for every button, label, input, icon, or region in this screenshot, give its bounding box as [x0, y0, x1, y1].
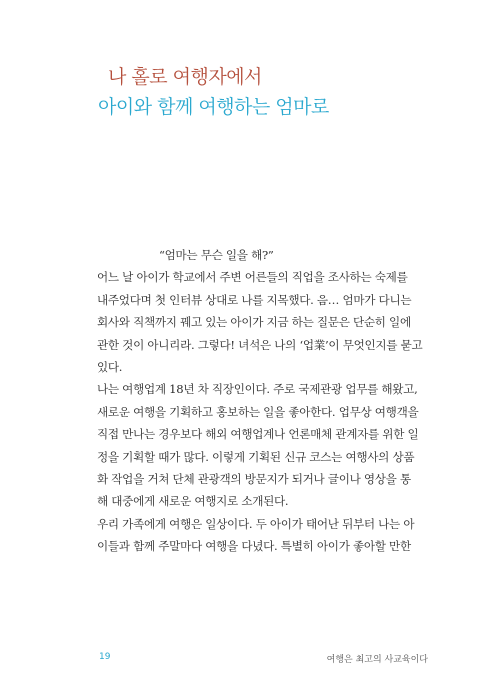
chapter-subtitle: 아이와 함께 여행하는 엄마로	[98, 96, 329, 118]
body-line: 나는 여행업계 18년 차 직장인이다. 주로 국제관광 업무를 해왔고,	[97, 382, 418, 397]
body-line: 우리 가족에게 여행은 일상이다. 두 아이가 태어난 뒤부터 나는 아	[97, 516, 415, 531]
running-footer-title: 여행은 최고의 사교육이다	[326, 655, 428, 665]
body-text	[97, 244, 434, 557]
body-line: 있다.	[97, 359, 123, 374]
body-line: 해 대중에게 새로운 여행지로 소개된다.	[97, 494, 289, 509]
body-line: 화 작업을 거쳐 단체 관광객의 방문지가 되거나 글이나 영상을 통	[97, 471, 411, 486]
page-number: 19	[99, 652, 111, 662]
body-line: 내주었다며 첫 인터뷰 상대로 나를 지목했다. 음… 엄마가 다니는	[97, 292, 412, 307]
body-line: 관한 것이 아니리라. 그렇다! 녀석은 나의 ‘업業’이 무엇인지를 묻고	[97, 337, 423, 352]
body-line: 어느 날 아이가 학교에서 주변 어른들의 직업을 조사하는 숙제를	[97, 270, 408, 285]
chapter-title: 나 홀로 여행자에서	[108, 66, 262, 88]
body-line: 회사와 직책까지 꿰고 있는 아이가 지금 하는 질문은 단순히 일에	[97, 315, 411, 330]
body-line: 새로운 여행을 기획하고 홍보하는 일을 좋아한다. 업무상 여행객을	[97, 404, 419, 419]
body-line: 정을 기획할 때가 많다. 이렇게 기획된 신규 코스는 여행사의 상품	[97, 449, 415, 464]
body-line: 직접 만나는 경우보다 해외 여행업계나 언론매체 관계자를 위한 일	[97, 427, 419, 442]
body-line: “엄마는 무슨 일을 해?”	[159, 248, 274, 262]
body-line: 이들과 함께 주말마다 여행을 다녔다. 특별히 아이가 좋아할 만한	[97, 539, 411, 554]
